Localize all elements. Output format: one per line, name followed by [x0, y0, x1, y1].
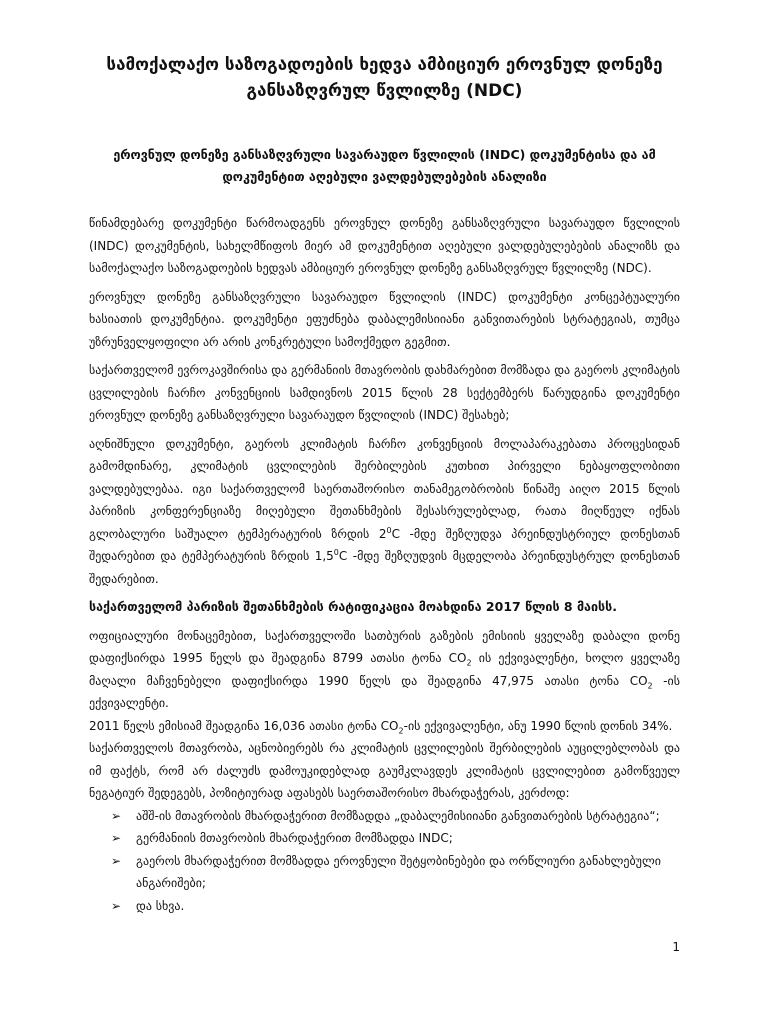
- arrow-bullet-icon: ➢: [111, 831, 122, 845]
- subtitle-line-2: დოკუმენტით აღებული ვალდებულებების ანალიზი: [222, 169, 547, 184]
- co2-subscript: 2: [647, 680, 653, 690]
- paragraph-government-support: საქართველოს მთავრობა, აცნობიერებს რა კლიმატის ცვლილების შერბილების აუცილებლობას და იმ ფაქტს, რომ არ ძალუძს დამოუკიდებლად გაუმკლავდეს კლიმატის ცვლილებით გამოწვეულ ნეგატიურ შედეგებს, პოზიტიურად აფასებს საერთაშორისო მხარდაჭერას, კერძოდ:: [89, 741, 680, 800]
- paragraph-ratification: საქართველომ პარიზის შეთანხმების რატიფიკაცია მოახდინა 2017 წლის 8 მაისს.: [89, 599, 617, 614]
- support-list: [89, 805, 680, 918]
- page-number: 1: [672, 940, 680, 954]
- list-item: ➢ და სხვა.: [89, 895, 680, 918]
- co2-subscript: 2: [398, 725, 404, 735]
- document-subtitle: [89, 144, 680, 188]
- list-item: ➢ აშშ-ის მთავრობის მხარდაჭერით მომზადდა „დაბალემისიიანი განვითარების სტრატეგია“;: [89, 805, 680, 828]
- arrow-bullet-icon: ➢: [111, 808, 122, 823]
- arrow-bullet-icon: ➢: [111, 898, 122, 913]
- degree-superscript: 0: [386, 525, 392, 535]
- co2-subscript: 2: [466, 658, 472, 668]
- paragraph-2011-emissions: 2011 წელს ემისიამ შეადგინა 16,036 ათასი ტონა $CO_2-ის$ ექვივალენტი, ანუ 1990 წლის დონის 34%.: [89, 718, 673, 735]
- paragraph-paris-goals: აღნიშნული დოკუმენტი, გაეროს კლიმატის ჩარჩო კონვენციის მოლაპარაკებათა პროცესიდან გამომდინარე, კლიმატის ცვლილების შერბილების კუთხით პირველი ნებაყოფლობითი ვალდებულებაა. იგი საქართველომ საერთაშორისო თანამეგობრობის წინაშე აიღო 2015 წლის პარიზის კონფერენციაზე მიღებული შეთანხმების შესასრულებლად, რათა მიღწეულ იქნას გლობალური საშუალო ტემპერატურის ზრდის $2^0C$ -მდე შეზღუდვა პრეინდუსტრიულ დონესთან შედარებით და ტემპერატურის ზრდის $1,5^0C$ -მდე შეზღუდვის მცდელობა პრეინდუსტრულ დონესთან შედარებით.: [89, 436, 680, 586]
- paragraph-intro: წინამდებარე დოკუმენტი წარმოადგენს ეროვნულ დონეზე განსაზღვრული სავარაუდო წვლილის (INDC) დოკუმენტის, სახელმწიფოს მიერ ამ დოკუმენტით აღებული ვალდებულებების ანალიზს და სამოქალაქო საზოგადოების ხედვას ამბიციურ ეროვნულ დონეზე განსაზღვრულ წვლილზე (NDC).: [89, 216, 680, 275]
- paragraph-emissions-data: ოფიციალური მონაცემებით, საქართველოში სათბურის გაზების ემისიის ყველაზე დაბალი დონე დაფიქსირდა 1995 წელს და შეადგინა 8799 ათასი ტონა $CO_2$ ის ექვივალენტი, ხოლო ყველაზე მაღალი მაჩვენებელი დაფიქსირდა 1990 წელს და შეადგინა 47,975 ათასი ტონა $CO_2$ -ის ექვივალენტი.: [89, 628, 680, 710]
- degree-superscript: 0: [333, 548, 339, 557]
- list-item: ➢ გაეროს მხარდაჭერით მომზადდა ეროვნული შეტყობინებები და ორწლიური განახლებული ანგარიშები;: [89, 850, 680, 895]
- title-line-2: განსაზღვრულ წვლილზე (NDC): [246, 81, 523, 101]
- title-line-1: სამოქალაქო საზოგადოების ხედვა ამბიციურ ეროვნულ დონეზე: [106, 55, 663, 75]
- paragraph-indc-concept: ეროვნულ დონეზე განსაზღვრული სავარაუდო წვლილის (INDC) დოკუმენტი კონცეპტუალური ხასიათის დოკუმენტია. დოკუმენტი ეფუძნება დაბალემისიიანი განვითარების სტრატეგიას, თუმცა უზრუნველყოფილი არ არის კონკრეტული სამოქმედო გეგმით.: [89, 289, 680, 349]
- list-item: ➢ გერმანიის მთავრობის მხარდაჭერით მომზადდა INDC;: [89, 827, 680, 850]
- paragraph-submission: საქართველომ ევროკავშირისა და გერმანიის მთავრობის დახმარებით მომზადა და გაეროს კლიმატის ცვლილების ჩარჩო კონვენციის სამდივნოს 2015 წლის 28 სექტემბერს წარუდგინა დოკუმენტი ეროვნულ დონეზე განსაზღვრული სავარაუდო წვლილის (INDC) შესახებ;: [89, 363, 680, 422]
- subtitle-line-1: ეროვნულ დონეზე განსაზღვრული სავარაუდო წვლილის (INDC) დოკუმენტისა და ამ: [113, 147, 656, 162]
- document-title: [89, 52, 680, 104]
- document-body: [89, 212, 680, 917]
- arrow-bullet-icon: ➢: [111, 853, 122, 868]
